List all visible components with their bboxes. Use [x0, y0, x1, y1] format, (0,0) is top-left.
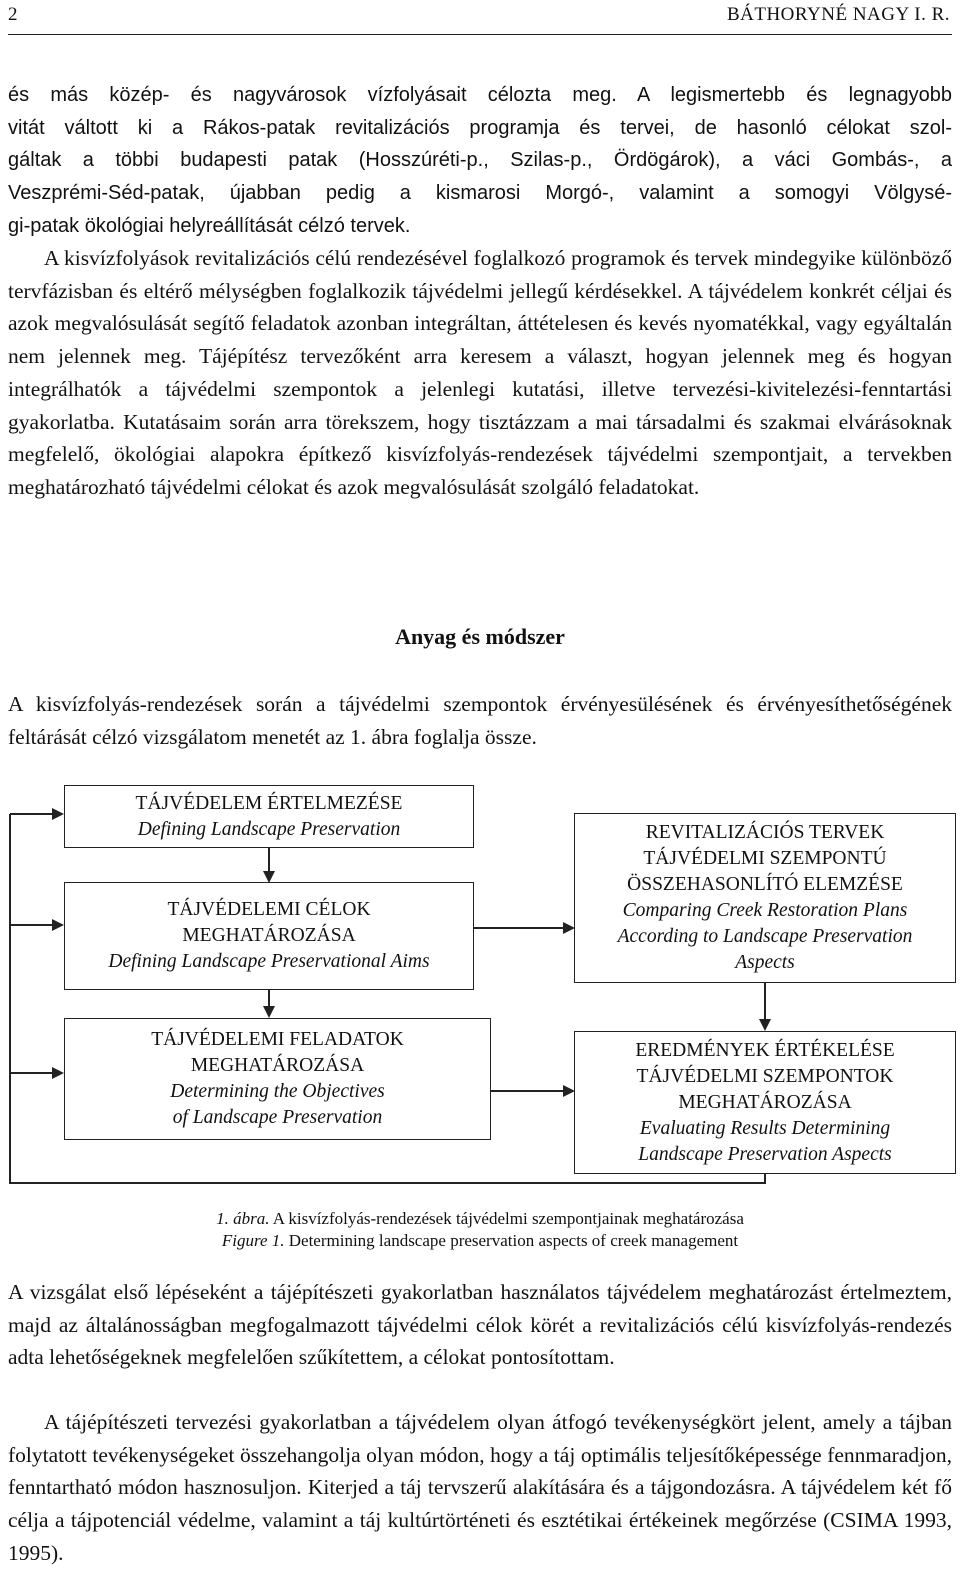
box-label-hu: ÖSSZEHASONLÍTÓ ELEMZÉSE — [627, 874, 903, 895]
page-number: 2 — [8, 4, 18, 25]
box-label-en: Landscape Preservation Aspects — [638, 1143, 892, 1165]
figure-caption-en — [0, 1230, 960, 1252]
section-title: Anyag és módszer — [395, 624, 565, 649]
box-label-hu: EREDMÉNYEK ÉRTÉKELÉSE — [635, 1039, 895, 1061]
intro-line: Veszprémi-Séd-patak, újabban pedig a kismarosi Morgó-, valamint a somogyi Völgysé- — [8, 182, 952, 205]
section-intro-paragraph: A kisvízfolyás-rendezések során a tájvédelmi szempontok érvényesülésének és érvényesíthetőségének feltárását célzó vizsgálatom menetét az 1. ábra foglalja össze. — [8, 692, 952, 749]
figure-caption-hu — [0, 1208, 960, 1230]
box-label-hu: MEGHATÁROZÁSA — [190, 1055, 365, 1076]
box-label-hu: TÁJVÉDELMI SZEMPONTOK — [636, 1065, 894, 1087]
box-label-en: Comparing Creek Restoration Plans — [622, 900, 908, 921]
box-label-hu: REVITALIZÁCIÓS TERVEK — [645, 822, 885, 843]
box-landscape-tasks — [64, 1018, 491, 1140]
box-label-en: Evaluating Results Determining — [639, 1117, 891, 1139]
box-label-hu: MEGHATÁROZÁSA — [182, 925, 356, 946]
running-head-author: BÁTHORYNÉ NAGY I. R. — [726, 4, 950, 25]
box-label-hu: TÁJVÉDELMI SZEMPONTÚ — [643, 848, 887, 869]
caption-en-label: Figure 1. — [221, 1231, 285, 1250]
body-paragraph-final: A tájépítészeti tervezési gyakorlatban a tájvédelem olyan átfogó tevékenységkört jelent, amely a tájban folytatott tevékenységeket összehangolja olyan módon, hogy a táj optimális teljesítőképessége fennmaradjon, fenntartható módon hasznosuljon. Kiterjed a táj tervszerű alakítására és a tájgondozásra. A tájvédelem két fő célja a tájpotenciál védelme, valamint a táj kultúrtörténeti és esztétikai értékeinek megőrzése (CSIMA 1993, 1995). — [8, 1410, 952, 1565]
box-label-en: According to Landscape Preservation — [617, 926, 913, 947]
box-results-evaluation — [574, 1031, 956, 1174]
box-label-hu: TÁJVÉDELEMI CÉLOK — [167, 899, 371, 920]
box-label-en: Aspects — [735, 952, 795, 973]
body-paragraph-after-figure: A vizsgálat első lépéseként a tájépítészeti gyakorlatban használatos tájvédelem meghatározást értelmeztem, majd az általánosságban megfogalmazott tájvédelmi célok körét a revitalizációs célú kisvízfolyás-rendezés adta lehetőségeknek megfelelően szűkítettem, a célokat pontosítottam. — [8, 1280, 952, 1370]
box-label-en: of Landscape Preservation — [172, 1107, 383, 1128]
box-label-en: Determining the Objectives — [170, 1081, 385, 1102]
caption-hu-text: A kisvízfolyás-rendezések tájvédelmi szempontjainak meghatározása — [272, 1209, 744, 1228]
body-paragraph-2: A kisvízfolyások revitalizációs célú rendezésével foglalkozó programok és tervek mindegyike különböző tervfázisban és eltérő mélységben foglalkozik tájvédelmi jellegű kérdésekkel. A tájvédelem konkrét céljai és azok megvalósulását segítő feladatok azonban integráltan, áttételesen és kevés nyomatékkal, vagy egyáltalán nem jelennek meg. Tájépítész tervezőként arra keresem a választ, hogyan jelennek meg és hogyan integrálhatók a tájvédelmi szempontok a jelenlegi kutatási, illetve tervezési-kivitelezési-fenntartási gyakorlatba. Kutatásaim során arra törekszem, hogy tisztázzam a mai társadalmi és szakmai elvárásoknak megfelelő, ökológiai alapokra építkező kisvízfolyás-rendezések tájvédelmi szempontjait, a tervekben meghatározható tájvédelmi célokat és azok megvalósulását szolgáló feladatokat. — [8, 246, 952, 499]
box-label-hu: MEGHATÁROZÁSA — [678, 1091, 852, 1113]
box-label-en: Defining Landscape Preservation — [137, 818, 401, 840]
box-label-en: Defining Landscape Preservational Aims — [108, 951, 430, 972]
box-label-hu: TÁJVÉDELEMI FELADATOK — [151, 1029, 404, 1050]
box-plans-comparison — [574, 813, 956, 983]
box-label-hu: TÁJVÉDELEM ÉRTELMEZÉSE — [135, 792, 403, 814]
box-landscape-interpretation — [64, 785, 474, 848]
caption-en-text: Determining landscape preservation aspects of creek management — [288, 1231, 739, 1250]
intro-line: gi-patak ökológiai helyreállítását célzó tervek. — [8, 214, 411, 237]
intro-line: és más közép- és nagyvárosok vízfolyásait célozta meg. A legismertebb és legnagyobb — [8, 84, 952, 106]
intro-line: vitát váltott ki a Rákos-patak revitalizációs programja és tervei, de hasonló célokat szol- — [8, 116, 952, 139]
box-landscape-aims — [64, 882, 474, 990]
intro-line: gáltak a többi budapesti patak (Hosszúréti-p., Szilas-p., Ördögárok), a váci Gombás-, a — [8, 149, 952, 172]
caption-hu-label: 1. ábra. — [216, 1209, 270, 1228]
